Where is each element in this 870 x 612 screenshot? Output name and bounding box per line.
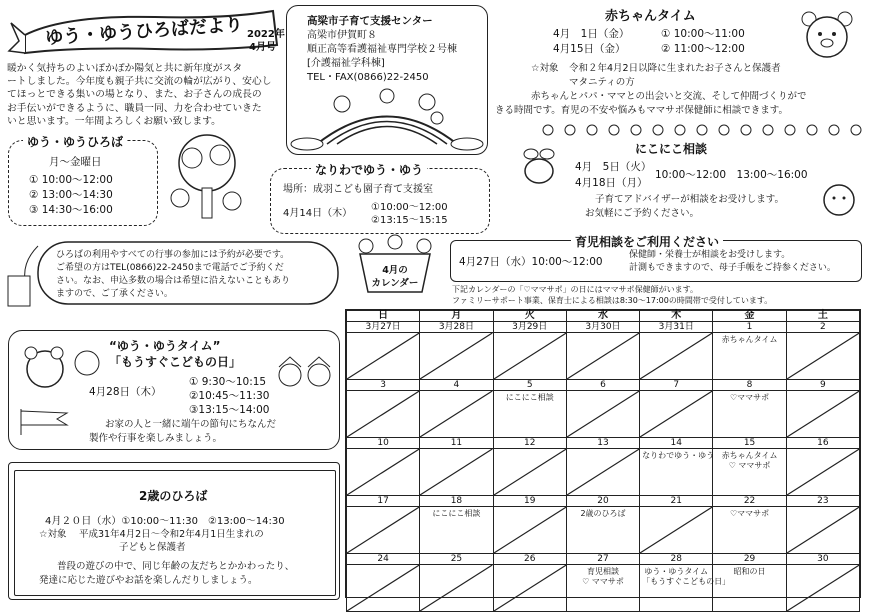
notice-line: ご希望の方はTEL(0866)22-2450まで電話でご予約くだ [56, 263, 284, 273]
calendar-day-cell [566, 391, 639, 438]
calendar-date: 29 [713, 554, 786, 565]
weekday-tue: 火 [493, 311, 566, 322]
calendar-date: 7 [640, 380, 713, 391]
closed-day-slash-icon [640, 507, 712, 553]
closed-day-slash-icon [347, 333, 419, 379]
issue-month: 4月号 [249, 42, 276, 53]
baby-time-date: 4月 1日（金） [553, 28, 630, 40]
title-banner [5, 5, 285, 53]
calendar-event: にこにこ相談 [432, 509, 481, 518]
intro-line: お手伝いができるように、職員一同、力を合わせていきた [7, 102, 262, 114]
nariwa-time: ②13:15～15:15 [371, 215, 448, 226]
calendar-date: 12 [493, 438, 566, 449]
closed-day-slash-icon [567, 333, 639, 379]
calendar-date: 3 [347, 380, 420, 391]
weekday-thu: 木 [640, 311, 713, 322]
ikuji-title: 育児相談をご利用ください [571, 233, 723, 250]
weekday-wed: 水 [566, 311, 639, 322]
closed-day-slash-icon [420, 333, 492, 379]
calendar-date: 20 [566, 496, 639, 507]
weekday-mon: 月 [420, 311, 493, 322]
calendar-day-cell [713, 507, 786, 554]
closed-day-slash-icon [494, 333, 566, 379]
closed-day-slash-icon [640, 333, 712, 379]
closed-day-slash-icon [494, 565, 566, 611]
center-name: 高梁市子育て支援センター [307, 15, 433, 27]
calendar-day-cell [640, 449, 713, 496]
calendar-date: 8 [713, 380, 786, 391]
reservation-notice [8, 236, 343, 310]
calendar-day-cell [786, 391, 859, 438]
yuyu-time-title: “ゆう・ゆうタイム” [109, 339, 221, 353]
calendar-day-cell [566, 507, 639, 554]
nisai-desc: 普段の遊びの中で、同じ年齢の友だちとかかわったり、 [57, 561, 295, 572]
baby-time-slot: ② 11:00～12:00 [661, 43, 745, 55]
ikuji-box [450, 235, 862, 282]
closed-day-slash-icon [494, 449, 566, 495]
closed-day-slash-icon [420, 565, 492, 611]
notice-line: さい。なお、申込多数の場合は希望に沿えないこともあり [56, 276, 291, 286]
calendar-day-cell [566, 333, 639, 380]
nisai-inner-frame [14, 470, 336, 596]
calendar-date: 27 [566, 554, 639, 565]
nikoniko-date: 4月18日（月） [575, 177, 648, 189]
yuyu-time-desc: お家の人と一緒に端午の節句にちなんだ [105, 419, 277, 430]
closed-day-slash-icon [347, 449, 419, 495]
calendar-day-cell [493, 333, 566, 380]
intro-line: てほっとできる集いの場となり、また、お子さんの成長の [7, 89, 262, 101]
calendar-date: 13 [566, 438, 639, 449]
intro-line: ートしました。今年度も親子共に交流の輪が広がり、安心し [7, 76, 272, 88]
center-info-box [286, 5, 488, 155]
closed-day-slash-icon [787, 449, 859, 495]
calendar-date: 25 [420, 554, 493, 565]
calendar-label-line: 4月の [382, 265, 408, 276]
closed-day-slash-icon [567, 391, 639, 437]
closed-day-slash-icon [787, 391, 859, 437]
calendar-day-cell [566, 565, 639, 612]
calendar-day-cell [713, 391, 786, 438]
calendar-day-cell [420, 391, 493, 438]
calendar-date: 1 [713, 322, 786, 333]
calendar-day-cell [493, 507, 566, 554]
yuyu-time-slot: ① 9:30～10:15 [189, 376, 267, 388]
yuyu-time-slot: ②10:45～11:30 [189, 390, 270, 402]
calendar-date: 6 [566, 380, 639, 391]
nisai-desc: 発達に応じた遊びやお話を楽しんだりしましょう。 [39, 575, 258, 586]
calendar-day-cell [640, 565, 731, 612]
calendar-event: 育児相談 ♡ ママサポ [582, 567, 624, 586]
weekday-fri: 金 [713, 311, 786, 322]
calendar-day-cell [493, 565, 566, 612]
ikuji-desc: 計測もできますので、母子手帳をご持参ください。 [629, 263, 836, 273]
calendar-event: 赤ちゃんタイム ♡ ママサポ [721, 451, 778, 470]
calendar-day-cell [420, 333, 493, 380]
calendar-note: 下記カレンダーの「♡ママサポ」の日にはママサポ保健師がいます。 [452, 285, 699, 294]
nikoniko-section [515, 140, 865, 226]
calendar-event: ゆう・ゆうタイム 「もうすぐこどもの日」 [642, 567, 731, 586]
hiroba-days: 月～金曜日 [49, 156, 102, 168]
center-building: 順正高等看護福祉専門学校２号棟 [307, 44, 457, 55]
nisai-target: 平成31年4月2日～令和2年4月1日生まれの [79, 529, 264, 540]
calendar-day-cell [640, 333, 713, 380]
closed-day-slash-icon [420, 391, 492, 437]
baby-time-desc: 赤ちゃんとパパ・ママとの出会いと交流、そして仲間づくりがで [531, 91, 807, 102]
rainbow-animals-icon [287, 84, 487, 154]
tree-children-icon [162, 133, 252, 223]
baby-time-desc: きる時間です。育児の不安や悩みもママサポ保健師に相談できます。 [495, 105, 788, 116]
baby-time-section [495, 5, 865, 117]
nikoniko-desc: お気軽にご予約ください。 [585, 208, 700, 219]
nikoniko-date: 4月 5日（火） [575, 161, 652, 173]
calendar-date: 22 [713, 496, 786, 507]
calendar-event: 2歳のひろば [580, 509, 626, 518]
calendar-event: なりわでゆう・ゆう [642, 451, 715, 460]
calendar-day-cell [347, 565, 420, 612]
issue-year: 2022年 [247, 29, 285, 40]
bear-kids-icon [17, 341, 107, 401]
nikoniko-title: にこにこ相談 [635, 142, 708, 156]
calendar-event: 昭和の日 [733, 567, 766, 576]
nariwa-place: 場所：成羽こども園子育て支援室 [283, 184, 433, 195]
calendar-date: 19 [493, 496, 566, 507]
calendar-date: 30 [786, 554, 859, 565]
calendar-date: 9 [786, 380, 859, 391]
center-building-sub: [介護福祉学科棟] [307, 58, 385, 69]
closed-day-slash-icon [787, 507, 859, 553]
calendar-label [352, 236, 438, 294]
closed-day-slash-icon [494, 507, 566, 553]
calendar-date: 3月31日 [640, 322, 713, 333]
closed-day-slash-icon [640, 391, 712, 437]
kabuto-dolls-icon [275, 353, 335, 393]
closed-day-slash-icon [347, 391, 419, 437]
calendar-date: 11 [420, 438, 493, 449]
closed-day-slash-icon [567, 449, 639, 495]
baby-time-date: 4月15日（金） [553, 43, 626, 55]
intro-text [7, 62, 282, 128]
calendar-date: 10 [347, 438, 420, 449]
calendar-label-line: カレンダー [371, 278, 419, 289]
calendar-day-cell [420, 565, 493, 612]
closed-day-slash-icon [787, 565, 859, 611]
intro-line: 暖かく気持ちのよいぽかぽか陽気と共に新年度がスタ [7, 63, 243, 74]
calendar-day-cell [713, 565, 786, 612]
baby-time-target: 令和２年4月2日以降に生まれたお子さんと保護者 [569, 63, 781, 74]
notice-line: ひろばの利用やすべての行事の参加には予約が必要です。 [56, 250, 290, 260]
calendar-day-cell [347, 391, 420, 438]
center-address: 高梁市伊賀町８ [307, 30, 377, 41]
nariwa-box [270, 163, 490, 234]
calendar-day-cell [420, 507, 493, 554]
animal-border [540, 122, 860, 138]
hiroba-time: ① 10:00～12:00 [29, 174, 113, 186]
weekday-sun: 日 [347, 311, 420, 322]
calendar-day-cell [493, 449, 566, 496]
calendar-day-cell [640, 507, 713, 554]
calendar-date: 17 [347, 496, 420, 507]
calendar-date: 28 [640, 554, 713, 565]
calendar-date: 2 [786, 322, 859, 333]
closed-day-slash-icon [420, 449, 492, 495]
yuyu-time-date: 4月28日（木） [89, 386, 162, 398]
calendar-date: 26 [493, 554, 566, 565]
nikoniko-desc: 子育てアドバイザーが相談をお受けします。 [595, 194, 785, 205]
ikuji-desc: 保健師・栄養士が相談をお受けします。 [629, 250, 791, 260]
calendar-day-cell [493, 391, 566, 438]
calendar-day-cell [347, 449, 420, 496]
calendar-event: ♡ママサポ [729, 509, 770, 518]
baby-time-target-label: ☆対象 [531, 63, 559, 74]
calendar-date: 15 [713, 438, 786, 449]
calendar-date: 5 [493, 380, 566, 391]
center-tel: TEL・FAX(0866)22-2450 [307, 72, 429, 83]
closed-day-slash-icon [347, 565, 419, 611]
baby-time-title: 赤ちゃんタイム [605, 9, 696, 24]
calendar-event: ♡ママサポ [729, 393, 770, 402]
calendar-day-cell [420, 449, 493, 496]
calendar-date: 18 [420, 496, 493, 507]
nisai-target-label: ☆対象 [39, 529, 67, 540]
calendar-day-cell [713, 449, 786, 496]
calendar-day-cell [786, 449, 859, 496]
closed-day-slash-icon [347, 507, 419, 553]
nikoniko-times: 10:00～12:00 13:00～16:00 [655, 169, 808, 181]
hiroba-box [8, 135, 158, 226]
nariwa-title: なりわでゆう・ゆう [311, 161, 427, 178]
calendar-note: ファミリーサポート事業、保育士による相談は8:30～17:00の時間帯で受付しています。 [452, 296, 773, 305]
calendar-day-cell [786, 565, 859, 612]
calendar-date: 24 [347, 554, 420, 565]
hiroba-time: ② 13:00～14:30 [29, 189, 113, 201]
calendar-day-cell [347, 507, 420, 554]
bear-icon [797, 9, 857, 64]
closed-day-slash-icon [787, 333, 859, 379]
calendar-day-cell [640, 391, 713, 438]
baby-time-slot: ① 10:00～11:00 [661, 28, 745, 40]
ikuji-date: 4月27日（水）10:00～12:00 [459, 256, 603, 268]
calendar-date: 3月28日 [420, 322, 493, 333]
calendar-day-cell [713, 333, 786, 380]
calendar-date: 4 [420, 380, 493, 391]
page-title: ゆう・ゆうひろばだより [44, 14, 244, 49]
yuyu-time-desc: 製作や行事を楽しみましょう。 [89, 433, 223, 444]
yuyu-time-subtitle: 「もうすぐこどもの日」 [109, 355, 242, 369]
calendar-date: 14 [640, 438, 713, 449]
nariwa-date: 4月14日（木） [283, 208, 353, 219]
calendar-date: 3月27日 [347, 322, 420, 333]
calendar-date: 21 [640, 496, 713, 507]
hiroba-title: ゆう・ゆうひろば [23, 133, 127, 150]
notice-line: ますので、ご了承ください。 [56, 289, 173, 299]
calendar-day-cell [786, 507, 859, 554]
nisai-date: 4月２０日（水）①10:00～11:30 ②13:00～14:30 [45, 516, 285, 527]
nisai-title: 2歳のひろば [139, 489, 208, 503]
animal-row-icon [540, 122, 860, 138]
nisai-target-2: 子どもと保護者 [119, 542, 186, 553]
hiroba-time: ③ 14:30～16:00 [29, 204, 113, 216]
nariwa-time: ①10:00～12:00 [371, 202, 448, 213]
calendar-event: にこにこ相談 [505, 393, 554, 402]
calendar-day-cell [347, 333, 420, 380]
baby-time-target-2: マタニティの方 [569, 77, 635, 88]
calendar-date: 3月30日 [566, 322, 639, 333]
calendar-date: 3月29日 [493, 322, 566, 333]
intro-line: いと思います。一年間よろしくお願い致します。 [7, 115, 221, 127]
calendar-day-cell [566, 449, 639, 496]
calendar-date: 23 [786, 496, 859, 507]
april-calendar [345, 309, 861, 598]
bee-icon [519, 146, 559, 191]
calendar-day-cell [786, 333, 859, 380]
koinobori-icon [17, 405, 87, 435]
calendar-event: 赤ちゃんタイム [721, 335, 778, 344]
yuyu-time-box [8, 330, 340, 450]
weekday-sat: 土 [786, 311, 859, 322]
yuyu-time-slot: ③13:15～14:00 [189, 404, 270, 416]
tiger-icon [821, 180, 857, 220]
calendar-date: 16 [786, 438, 859, 449]
